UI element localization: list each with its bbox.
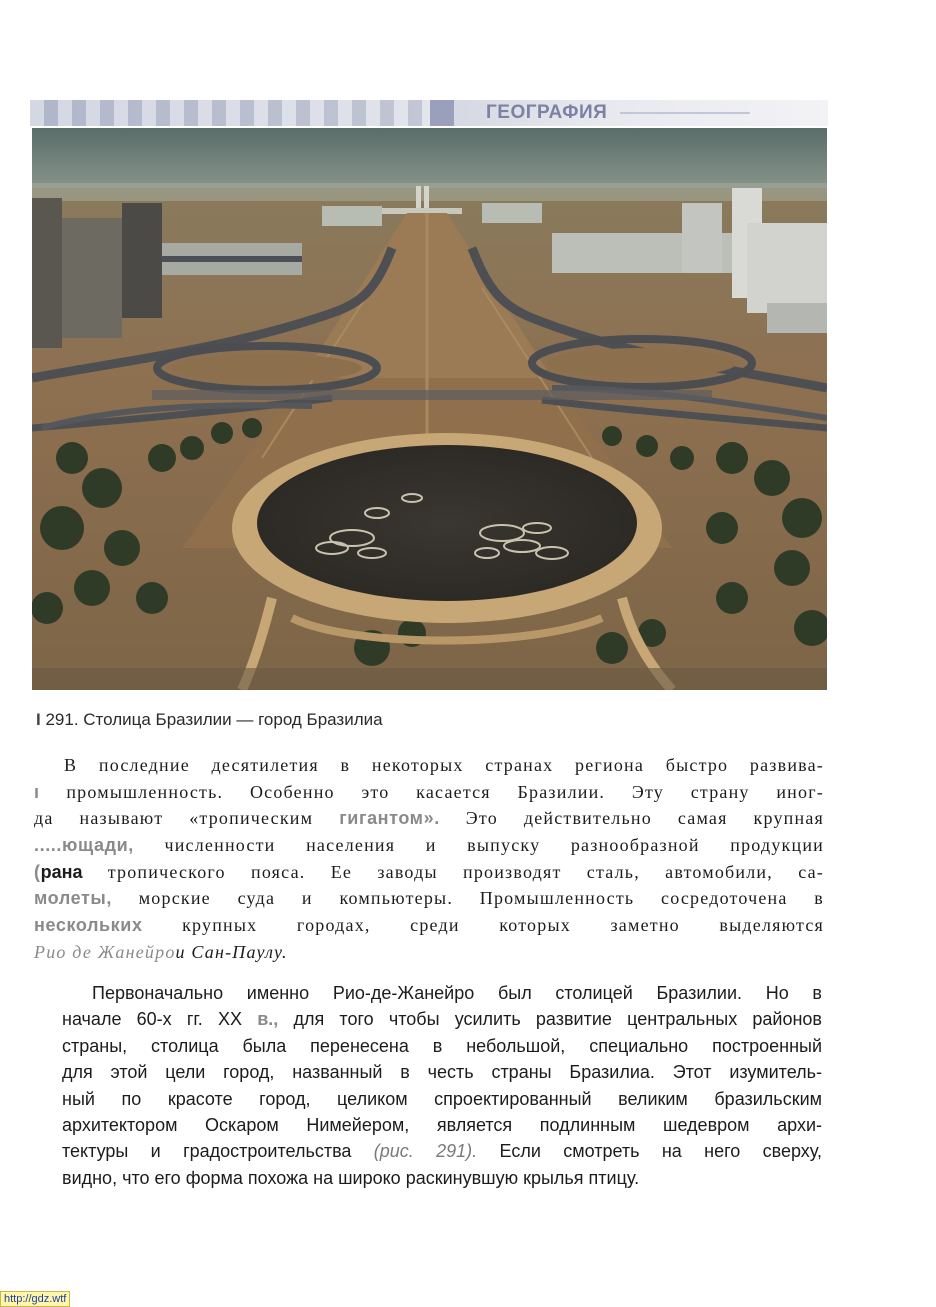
- bold-text: рана: [40, 861, 83, 882]
- figure-photo-brasilia: [32, 128, 827, 690]
- paragraph-industry: [34, 752, 824, 966]
- subject-title: ГЕОГРАФИЯ: [486, 102, 608, 123]
- paragraph-line: [62, 1006, 822, 1032]
- banner-block: [430, 100, 454, 126]
- line-text: и Сан-Паулу.: [175, 941, 288, 962]
- line-text: крупных городах, среди которых заметно выделяются: [142, 915, 824, 936]
- paragraph-line: [34, 805, 824, 832]
- figure-caption: [36, 710, 383, 730]
- faded-text: ющади,: [62, 835, 134, 856]
- faded-text: ı: [34, 781, 40, 802]
- line-text: архитектором Оскаром Нимейером, является подлинным шедевром архи-: [62, 1114, 822, 1135]
- paragraph-line: [34, 832, 824, 859]
- faded-text: молеты,: [34, 888, 112, 909]
- line-text: начале 60-х гг. XX: [62, 1009, 258, 1030]
- line-text: для этой цели город, названный в честь страны Бразилиа. Этот изумитель-: [62, 1062, 822, 1083]
- caption-text: 291. Столица Бразилии — город Бразилиа: [45, 710, 383, 729]
- line-text: промышленность. Особенно это касается Бразилии. Эту страну иног-: [39, 781, 824, 802]
- paragraph-line: [62, 1112, 822, 1138]
- line-text: для того чтобы усилить развитие центральных районов: [278, 1009, 822, 1030]
- line-text: Это действительно самая крупная: [439, 808, 825, 829]
- line-text: да называют «тропическим: [34, 808, 340, 829]
- line-text: численности населения и выпуску разнообразной продукции: [133, 835, 824, 856]
- faded-text: гигантом».: [339, 808, 440, 829]
- banner-stripes: [30, 100, 430, 126]
- paragraph-line: [62, 1086, 822, 1112]
- line-text: ный по красоте город, целиком спроектированный великим бразильским: [62, 1088, 822, 1109]
- paragraph-line: [62, 1165, 822, 1191]
- faded-text: нескольких: [34, 915, 143, 936]
- line-text: В последние десятилетия в некоторых странах региона быстро развива-: [64, 755, 824, 775]
- paragraph-line: [62, 1138, 822, 1164]
- paragraph-capital-history: [62, 980, 822, 1191]
- line-text: страны, столица была перенесена в небольшой, специально построенный: [62, 1035, 822, 1056]
- source-link[interactable]: http://gdz.wtf: [0, 1291, 70, 1307]
- line-text: Если смотреть на него сверху,: [477, 1141, 822, 1162]
- header-banner: [30, 100, 828, 126]
- brasilia-aerial-illustration: [32, 128, 827, 690]
- paragraph-line: [62, 1033, 822, 1059]
- line-text: тропического пояса. Ее заводы производят сталь, автомобили, са-: [82, 861, 824, 882]
- paragraph-line: [62, 1059, 822, 1085]
- paragraph-line: [34, 779, 824, 806]
- faded-text: .....: [34, 835, 63, 856]
- paragraph-line: [62, 980, 822, 1006]
- paragraph-line: [34, 885, 824, 912]
- faded-text: в.,: [257, 1009, 279, 1030]
- caption-prefix: I: [36, 710, 41, 729]
- paragraph-line: [34, 912, 824, 939]
- line-text: тектуры и градостроительства: [62, 1141, 374, 1162]
- faded-text: (: [34, 861, 41, 882]
- paragraph-line: [34, 939, 824, 966]
- line-text: Первоначально именно Рио-де-Жанейро был столицей Бразилии. Но в: [92, 983, 822, 1003]
- paragraph-line: [34, 859, 824, 886]
- faded-text: (рис. 291).: [373, 1141, 478, 1162]
- faded-text: Рио де Жанейро: [34, 941, 176, 962]
- line-text: морские суда и компьютеры. Промышленность сосредоточена в: [111, 888, 824, 909]
- banner-faded-subtitle: [620, 112, 750, 114]
- paragraph-line: [34, 752, 824, 779]
- line-text: видно, что его форма похожа на широко раскинувшую крылья птицу.: [62, 1167, 640, 1188]
